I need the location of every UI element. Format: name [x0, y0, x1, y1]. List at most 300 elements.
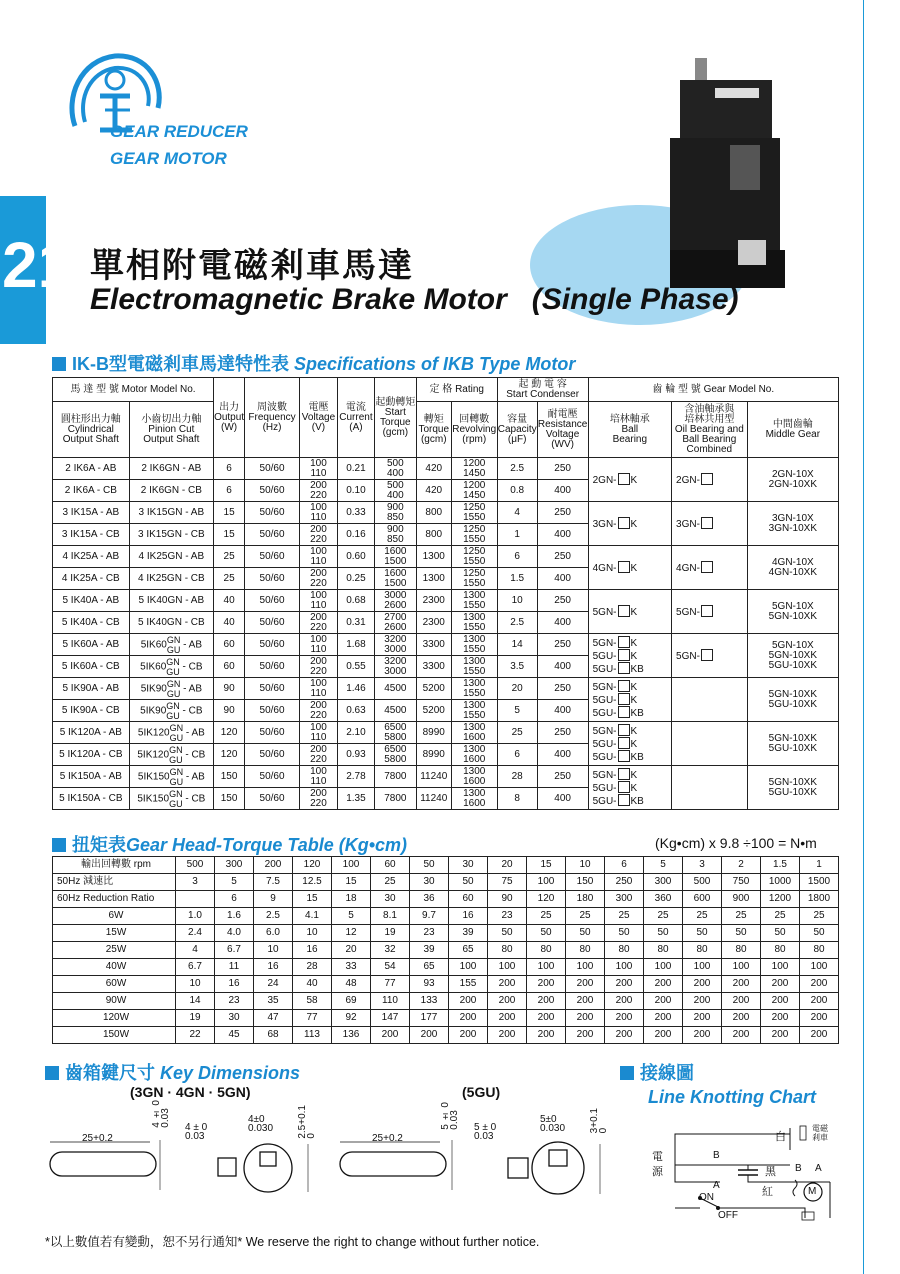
cell-capacity: 8 [497, 788, 537, 810]
cell-capacity: 5 [497, 700, 537, 722]
cell-cylindrical-model: 5 IK40A - CB [53, 612, 130, 634]
torque-cell: 1000 [761, 874, 800, 891]
torque-cell: 16 [215, 976, 254, 993]
torque-cell: 30 [410, 874, 449, 891]
torque-cell: 200 [254, 857, 293, 874]
torque-cell: 30 [215, 1010, 254, 1027]
torque-cell: 80 [605, 942, 644, 959]
cell-capacity: 1 [497, 524, 537, 546]
header-voltage: 電壓 Voltage (V) [300, 378, 338, 458]
torque-cell: 200 [488, 993, 527, 1010]
page-right-rule [863, 0, 864, 1274]
key-length-1: 25+0.2 [82, 1133, 113, 1144]
torque-cell: 200 [410, 1027, 449, 1044]
torque-row [53, 993, 839, 1010]
torque-cell: 75 [488, 874, 527, 891]
torque-cell: 200 [527, 1010, 566, 1027]
placeholder-box [618, 737, 630, 749]
torque-cell: 25 [761, 908, 800, 925]
brand-line-2: GEAR MOTOR [110, 149, 227, 168]
header-ball-bearing: 培林軸承 Ball Bearing [588, 402, 671, 458]
cell-pinion-model: 4 IK25GN - AB [129, 546, 213, 568]
wiring-a2-label: A [815, 1163, 822, 1174]
cell-middle-gear: 5GN-10X 5GN-10XK 5GU-10XK [747, 634, 838, 678]
cell-torque: 800 [416, 502, 451, 524]
torque-table [52, 856, 839, 1044]
placeholder-box [701, 649, 713, 661]
spec-row [53, 722, 839, 744]
cell-start-torque: 6500 5800 [374, 744, 416, 766]
key-dim-4-vertical: 4 ± 0 0.03 [151, 1100, 171, 1128]
header-pinion: 小齒切出力軸 Pinion Cut Output Shaft [129, 402, 213, 458]
placeholder-box [618, 605, 630, 617]
torque-cell: 300 [644, 874, 683, 891]
torque-cell: 25 [605, 908, 644, 925]
torque-cell: 100 [644, 959, 683, 976]
cell-cylindrical-model: 5 IK120A - AB [53, 722, 130, 744]
cell-start-torque: 7800 [374, 766, 416, 788]
cell-start-torque: 3200 3000 [374, 634, 416, 656]
cell-cylindrical-model: 5 IK150A - AB [53, 766, 130, 788]
key-depth-3: 3+0.1 0 [589, 1108, 609, 1134]
cell-resist-voltage: 400 [537, 788, 588, 810]
cell-output: 90 [214, 678, 245, 700]
torque-cell: 50 [488, 925, 527, 942]
cell-resist-voltage: 400 [537, 744, 588, 766]
cell-start-torque: 500 400 [374, 480, 416, 502]
cell-cylindrical-model: 5 IK150A - CB [53, 788, 130, 810]
header-torque: 轉矩 Torque (gcm) [416, 402, 451, 458]
cell-voltage: 100 110 [300, 546, 338, 568]
cell-output: 15 [214, 502, 245, 524]
wiring-heading-zh: 接線圖 [640, 1063, 694, 1083]
torque-cell: 16 [293, 942, 332, 959]
cell-torque: 2300 [416, 612, 451, 634]
torque-heading-en: Gear Head-Torque Table (Kg•cm) [126, 835, 408, 855]
cell-rpm: 1250 1550 [451, 568, 497, 590]
cell-oil-bearing: 2GN- [672, 458, 748, 502]
cell-torque: 11240 [416, 766, 451, 788]
cell-resist-voltage: 250 [537, 546, 588, 568]
torque-row [53, 976, 839, 993]
cell-torque: 11240 [416, 788, 451, 810]
torque-cell: 6 [605, 857, 644, 874]
torque-row-label: 6W [53, 908, 176, 925]
cell-cylindrical-model: 2 IK6A - AB [53, 458, 130, 480]
header-resist-voltage: 耐電壓 Resistance Voltage (WV) [537, 402, 588, 458]
torque-row [53, 942, 839, 959]
torque-cell: 80 [644, 942, 683, 959]
wiring-a-label: A [713, 1180, 720, 1191]
cell-frequency: 50/60 [245, 634, 300, 656]
cell-oil-bearing: 5GN- [672, 634, 748, 678]
cell-start-torque: 6500 5800 [374, 722, 416, 744]
cell-rpm: 1250 1550 [451, 524, 497, 546]
torque-cell: 50 [722, 925, 761, 942]
cell-start-torque: 900 850 [374, 524, 416, 546]
cell-resist-voltage: 400 [537, 524, 588, 546]
cell-voltage: 100 110 [300, 634, 338, 656]
torque-cell: 200 [449, 1027, 488, 1044]
torque-cell: 200 [761, 1027, 800, 1044]
cell-cylindrical-model: 3 IK15A - AB [53, 502, 130, 524]
torque-cell: 20 [488, 857, 527, 874]
torque-cell: 22 [176, 1027, 215, 1044]
torque-cell: 9.7 [410, 908, 449, 925]
torque-cell: 12.5 [293, 874, 332, 891]
cell-start-torque: 500 400 [374, 458, 416, 480]
cell-voltage: 100 110 [300, 678, 338, 700]
placeholder-box [618, 794, 630, 806]
torque-row [53, 925, 839, 942]
torque-cell: 147 [371, 1010, 410, 1027]
cell-frequency: 50/60 [245, 612, 300, 634]
torque-cell: 5 [215, 874, 254, 891]
torque-cell: 200 [449, 993, 488, 1010]
cell-current: 1.35 [337, 788, 374, 810]
cell-oil-bearing [672, 766, 748, 810]
torque-cell: 80 [566, 942, 605, 959]
torque-cell: 50 [449, 874, 488, 891]
cell-pinion-model: 5IK90 GN GU - CB [129, 700, 213, 722]
torque-cell: 200 [527, 1027, 566, 1044]
torque-cell: 600 [683, 891, 722, 908]
cell-pinion-model: 5 IK40GN - CB [129, 612, 213, 634]
cell-pinion-model: 3 IK15GN - CB [129, 524, 213, 546]
cell-middle-gear: 2GN-10X 2GN-10XK [747, 458, 838, 502]
cell-current: 0.60 [337, 546, 374, 568]
torque-cell: 80 [800, 942, 839, 959]
cell-output: 6 [214, 458, 245, 480]
cell-pinion-model: 5IK60 GN GU - CB [129, 656, 213, 678]
cell-frequency: 50/60 [245, 502, 300, 524]
torque-cell: 10 [566, 857, 605, 874]
torque-cell: 25 [722, 908, 761, 925]
cell-rpm: 1300 1550 [451, 590, 497, 612]
key-heading-zh: 齒箱鍵尺寸 [65, 1063, 155, 1083]
cell-voltage: 200 220 [300, 524, 338, 546]
section-square-icon [620, 1066, 634, 1080]
key-section-heading [45, 1059, 300, 1085]
spec-row [53, 678, 839, 700]
cell-resist-voltage: 250 [537, 722, 588, 744]
placeholder-box [701, 561, 713, 573]
cell-current: 0.10 [337, 480, 374, 502]
torque-cell: 2.4 [176, 925, 215, 942]
spec-heading-zh: IK-B型電磁剎車馬達特性表 [72, 354, 289, 374]
torque-row-label: 輸出回轉數 rpm [53, 857, 176, 874]
torque-cell: 200 [800, 993, 839, 1010]
placeholder-box [701, 605, 713, 617]
torque-cell: 360 [644, 891, 683, 908]
cell-frequency: 50/60 [245, 590, 300, 612]
cell-current: 0.68 [337, 590, 374, 612]
cell-resist-voltage: 250 [537, 502, 588, 524]
torque-row-label: 50Hz 減速比 [53, 874, 176, 891]
torque-cell: 200 [683, 1010, 722, 1027]
wiring-heading-en: Line Knotting Chart [648, 1087, 816, 1107]
cell-current: 0.21 [337, 458, 374, 480]
torque-cell: 5 [644, 857, 683, 874]
torque-cell: 35 [254, 993, 293, 1010]
header-motor-model: 馬 達 型 號 Motor Model No. [53, 378, 214, 402]
spec-row [53, 590, 839, 612]
cell-capacity: 4 [497, 502, 537, 524]
cell-current: 1.46 [337, 678, 374, 700]
torque-cell: 68 [254, 1027, 293, 1044]
torque-cell: 23 [410, 925, 449, 942]
torque-cell: 9 [254, 891, 293, 908]
cell-ball-bearing: 5GN- K 5GU- K 5GU- KB [588, 722, 671, 766]
torque-cell: 200 [722, 1010, 761, 1027]
cell-current: 0.93 [337, 744, 374, 766]
torque-rpm-row [53, 857, 839, 874]
torque-cell: 50 [410, 857, 449, 874]
section-square-icon [52, 357, 66, 371]
cell-output: 120 [214, 722, 245, 744]
torque-cell: 39 [410, 942, 449, 959]
torque-cell: 750 [722, 874, 761, 891]
cell-cylindrical-model: 3 IK15A - CB [53, 524, 130, 546]
cell-middle-gear: 5GN-10XK 5GU-10XK [747, 678, 838, 722]
torque-cell: 100 [566, 959, 605, 976]
torque-cell: 4.0 [215, 925, 254, 942]
cell-pinion-model: 5IK60 GN GU - AB [129, 634, 213, 656]
header-start-torque: 起動轉矩 Start Torque (gcm) [374, 378, 416, 458]
cell-pinion-model: 5IK120 GN GU - CB [129, 744, 213, 766]
cell-rpm: 1300 1550 [451, 700, 497, 722]
torque-cell: 1200 [761, 891, 800, 908]
key-depth-2-5: 2.5+0.1 0 [297, 1105, 317, 1139]
torque-cell: 200 [527, 976, 566, 993]
torque-cell: 100 [449, 959, 488, 976]
cell-rpm: 1300 1600 [451, 788, 497, 810]
cell-resist-voltage: 400 [537, 656, 588, 678]
key-dim-4-slot: 4±0 0.030 [248, 1114, 274, 1134]
torque-cell: 25 [371, 874, 410, 891]
torque-cell: 1.6 [215, 908, 254, 925]
key-dim-4: 4 ± 0 0.03 [185, 1122, 208, 1142]
torque-cell: 200 [683, 993, 722, 1010]
cell-current: 0.33 [337, 502, 374, 524]
wiring-b-label: B [713, 1150, 720, 1161]
torque-cell: 23 [215, 993, 254, 1010]
cell-frequency: 50/60 [245, 546, 300, 568]
cell-cylindrical-model: 5 IK60A - AB [53, 634, 130, 656]
header-current: 電流 Current (A) [337, 378, 374, 458]
cell-voltage: 200 220 [300, 700, 338, 722]
cell-torque: 3300 [416, 656, 451, 678]
torque-cell: 200 [605, 976, 644, 993]
torque-cell: 300 [215, 857, 254, 874]
torque-ratio-60-row [53, 891, 839, 908]
cell-cylindrical-model: 2 IK6A - CB [53, 480, 130, 502]
section-square-icon [52, 838, 66, 852]
cell-rpm: 1300 1550 [451, 656, 497, 678]
wiring-on-label: ON [699, 1192, 714, 1203]
torque-cell: 1800 [800, 891, 839, 908]
wiring-red-label: 紅 [762, 1186, 773, 1198]
placeholder-box [618, 649, 630, 661]
key-dim-5-vertical: 5 ± 0 0.03 [440, 1102, 460, 1130]
cell-capacity: 10 [497, 590, 537, 612]
spec-row [53, 766, 839, 788]
cell-rpm: 1300 1550 [451, 678, 497, 700]
cell-frequency: 50/60 [245, 458, 300, 480]
cell-resist-voltage: 400 [537, 568, 588, 590]
torque-cell: 200 [566, 993, 605, 1010]
wiring-section-heading [620, 1059, 694, 1085]
torque-row-label: 15W [53, 925, 176, 942]
torque-cell: 200 [371, 1027, 410, 1044]
torque-cell: 100 [800, 959, 839, 976]
torque-cell: 80 [527, 942, 566, 959]
torque-cell: 25 [566, 908, 605, 925]
torque-cell: 16 [254, 959, 293, 976]
spec-row [53, 546, 839, 568]
cell-frequency: 50/60 [245, 480, 300, 502]
cell-cylindrical-model: 5 IK120A - CB [53, 744, 130, 766]
torque-cell: 200 [605, 1027, 644, 1044]
torque-cell: 200 [566, 1027, 605, 1044]
cell-capacity: 3.5 [497, 656, 537, 678]
cell-pinion-model: 3 IK15GN - AB [129, 502, 213, 524]
torque-row [53, 959, 839, 976]
torque-row-label: 150W [53, 1027, 176, 1044]
cell-current: 0.31 [337, 612, 374, 634]
torque-cell: 25 [644, 908, 683, 925]
placeholder-box [618, 706, 630, 718]
key-length-2: 25+0.2 [372, 1133, 403, 1144]
header-middle-gear: 中間齒輪 Middle Gear [747, 402, 838, 458]
cell-capacity: 14 [497, 634, 537, 656]
torque-cell: 54 [371, 959, 410, 976]
cell-start-torque: 3000 2600 [374, 590, 416, 612]
torque-cell: 200 [644, 976, 683, 993]
header-output: 出力 Output (W) [214, 378, 245, 458]
cell-start-torque: 900 850 [374, 502, 416, 524]
cell-capacity: 1.5 [497, 568, 537, 590]
torque-cell: 69 [332, 993, 371, 1010]
cell-voltage: 100 110 [300, 766, 338, 788]
cell-frequency: 50/60 [245, 678, 300, 700]
cell-start-torque: 1600 1500 [374, 568, 416, 590]
torque-cell: 200 [566, 1010, 605, 1027]
spec-row [53, 634, 839, 656]
placeholder-box [618, 680, 630, 692]
wiring-brake-label: 電磁 剎車 [812, 1124, 828, 1142]
torque-cell: 100 [722, 959, 761, 976]
cell-ball-bearing: 3GN- K [588, 502, 671, 546]
cell-torque: 1300 [416, 546, 451, 568]
torque-cell: 40 [293, 976, 332, 993]
torque-cell: 1.0 [176, 908, 215, 925]
header-oil-bearing: 含油軸承與 培林共用型 Oil Bearing and Ball Bearing Combined [672, 402, 748, 458]
torque-section-heading [52, 831, 407, 857]
cell-cylindrical-model: 5 IK60A - CB [53, 656, 130, 678]
torque-cell: 4 [176, 942, 215, 959]
torque-cell: 6 [215, 891, 254, 908]
placeholder-box [618, 561, 630, 573]
cell-current: 0.55 [337, 656, 374, 678]
torque-cell: 80 [722, 942, 761, 959]
key-group-5gu: (5GU) [462, 1084, 501, 1100]
cell-voltage: 100 110 [300, 590, 338, 612]
footnote: *以上數值若有變動，恕不另行通知* We reserve the right to change without further notice. [45, 1235, 540, 1249]
torque-cell: 39 [449, 925, 488, 942]
cell-output: 150 [214, 788, 245, 810]
cell-capacity: 0.8 [497, 480, 537, 502]
torque-cell: 80 [488, 942, 527, 959]
cell-output: 15 [214, 524, 245, 546]
title-chinese: 單相附電磁剎車馬達 [90, 246, 414, 286]
torque-cell: 50 [644, 925, 683, 942]
torque-cell: 28 [293, 959, 332, 976]
torque-cell: 58 [293, 993, 332, 1010]
cell-current: 0.16 [337, 524, 374, 546]
placeholder-box [618, 662, 630, 674]
cell-middle-gear: 5GN-10XK 5GU-10XK [747, 722, 838, 766]
cell-middle-gear: 5GN-10X 5GN-10XK [747, 590, 838, 634]
cell-output: 60 [214, 634, 245, 656]
torque-cell: 25 [683, 908, 722, 925]
torque-cell: 80 [683, 942, 722, 959]
torque-cell: 90 [488, 891, 527, 908]
torque-cell: 11 [215, 959, 254, 976]
placeholder-box [701, 473, 713, 485]
cell-middle-gear: 5GN-10XK 5GU-10XK [747, 766, 838, 810]
torque-cell: 200 [761, 993, 800, 1010]
torque-cell: 50 [527, 925, 566, 942]
placeholder-box [618, 636, 630, 648]
cell-cylindrical-model: 4 IK25A - CB [53, 568, 130, 590]
cell-output: 25 [214, 546, 245, 568]
torque-cell: 200 [605, 1010, 644, 1027]
torque-cell: 200 [449, 1010, 488, 1027]
cell-ball-bearing: 2GN- K [588, 458, 671, 502]
torque-cell [176, 891, 215, 908]
cell-frequency: 50/60 [245, 524, 300, 546]
torque-cell: 900 [722, 891, 761, 908]
torque-heading-zh: 扭矩表 [72, 835, 126, 855]
torque-cell: 15 [527, 857, 566, 874]
cell-voltage: 200 220 [300, 568, 338, 590]
torque-cell: 36 [410, 891, 449, 908]
torque-cell: 100 [683, 959, 722, 976]
spec-heading-en: Specifications of IKB Type Motor [294, 354, 576, 374]
torque-cell: 177 [410, 1010, 449, 1027]
torque-cell: 200 [722, 1027, 761, 1044]
wiring-off-label: OFF [718, 1210, 738, 1221]
torque-cell: 200 [761, 976, 800, 993]
torque-row-label: 60W [53, 976, 176, 993]
torque-ratio-50-row [53, 874, 839, 891]
torque-cell: 200 [683, 976, 722, 993]
cell-capacity: 2.5 [497, 458, 537, 480]
header-rpm: 回轉數 Revolving (rpm) [451, 402, 497, 458]
cell-middle-gear: 3GN-10X 3GN-10XK [747, 502, 838, 546]
torque-cell: 7.5 [254, 874, 293, 891]
torque-cell: 1.5 [761, 857, 800, 874]
cell-rpm: 1250 1550 [451, 546, 497, 568]
torque-cell: 200 [488, 976, 527, 993]
torque-row-label: 120W [53, 1010, 176, 1027]
cell-rpm: 1200 1450 [451, 480, 497, 502]
section-square-icon [45, 1066, 59, 1080]
key-dimension-drawing [40, 1100, 620, 1225]
cell-rpm: 1300 1600 [451, 744, 497, 766]
torque-cell: 500 [683, 874, 722, 891]
